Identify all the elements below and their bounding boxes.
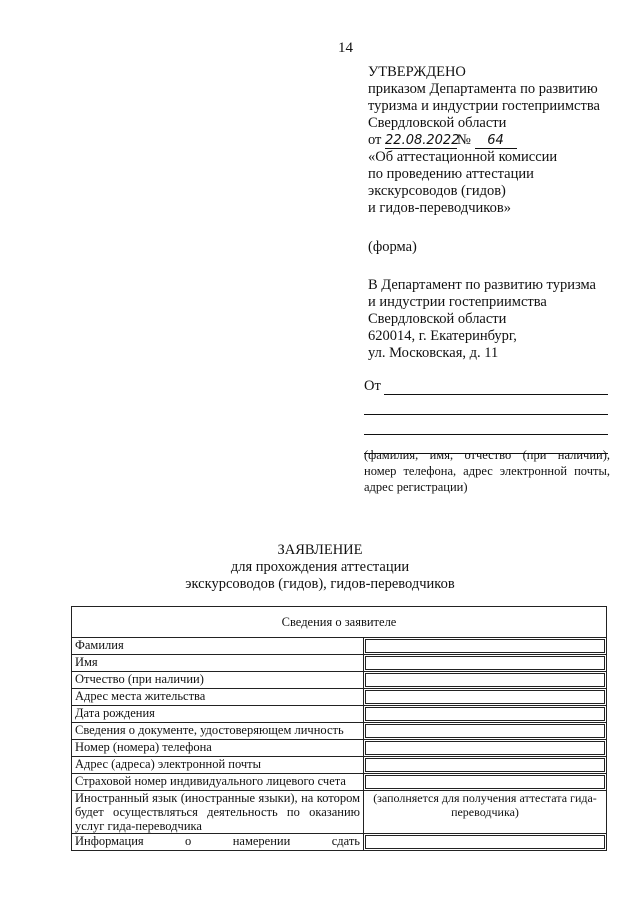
- statement-subtitle: экскурсоводов (гидов), гидов-переводчиков: [185, 576, 455, 592]
- addressee-line: ул. Московская, д. 11: [368, 345, 499, 361]
- number-label: №: [457, 132, 471, 148]
- approval-line: приказом Департамента по развитию: [368, 81, 598, 97]
- form-label: (форма): [368, 239, 417, 255]
- statement-subtitle: для прохождения аттестации: [230, 559, 410, 575]
- row-value-field[interactable]: [364, 706, 607, 723]
- table-row: [72, 638, 607, 655]
- row-label: Фамилия: [72, 638, 364, 655]
- row-value-field[interactable]: [364, 689, 607, 706]
- order-date: 22.08.2022: [385, 133, 460, 148]
- table-header: Сведения о заявителе: [72, 607, 607, 638]
- row-value-field[interactable]: [364, 740, 607, 757]
- row-label-language: Иностранный язык (иностранные языки), на котором будет осуществляться деятельность по оказанию услуг гида-переводчика: [72, 791, 364, 834]
- row-value-field[interactable]: [364, 672, 607, 689]
- table-row: [72, 757, 607, 774]
- order-number: 64: [475, 134, 517, 149]
- row-label: Адрес (адреса) электронной почты: [72, 757, 364, 774]
- table-row: [72, 774, 607, 791]
- table-row: [72, 706, 607, 723]
- language-note[interactable]: (заполняется для получения аттестата гида-переводчика): [364, 791, 607, 834]
- addressee-line: 620014, г. Екатеринбург,: [368, 328, 517, 344]
- table-row: [72, 740, 607, 757]
- row-label: Имя: [72, 655, 364, 672]
- row-label: Страховой номер индивидуального лицевого счета: [72, 774, 364, 791]
- row-label: Адрес места жительства: [72, 689, 364, 706]
- row-label-intent: Информация о намерении сдать: [72, 834, 364, 851]
- table-row: [72, 834, 607, 851]
- approval-line: Свердловской области: [368, 115, 507, 131]
- row-value-field[interactable]: [364, 638, 607, 655]
- order-title-line: «Об аттестационной комиссии: [368, 149, 558, 165]
- from-hint: (фамилия, имя, отчество (при наличии), номер телефона, адрес электронной почты, адрес регистрации): [364, 448, 610, 494]
- row-label: Сведения о документе, удостоверяющем личность: [72, 723, 364, 740]
- date-prefix: от: [368, 132, 382, 148]
- statement-title: ЗАЯВЛЕНИЕ: [277, 542, 363, 558]
- table-row: [72, 655, 607, 672]
- row-value-field[interactable]: [364, 774, 607, 791]
- page-number: 14: [338, 40, 353, 56]
- row-value-field[interactable]: [364, 655, 607, 672]
- from-label: От: [364, 378, 381, 394]
- from-block: [364, 378, 608, 454]
- order-title-line: и гидов-переводчиков»: [368, 200, 511, 216]
- row-label: Отчество (при наличии): [72, 672, 364, 689]
- addressee-line: и индустрии гостеприимства: [368, 294, 547, 310]
- addressee-line: В Департамент по развитию туризма: [368, 277, 596, 293]
- approval-date-line: [368, 132, 618, 149]
- order-title-line: по проведению аттестации: [368, 166, 534, 182]
- from-field-line[interactable]: [364, 395, 608, 415]
- row-value-field[interactable]: [364, 834, 607, 851]
- table-row: [72, 672, 607, 689]
- approval-line: туризма и индустрии гостеприимства: [368, 98, 600, 114]
- from-field-line[interactable]: [364, 415, 608, 435]
- table-row: [72, 689, 607, 706]
- table-row: [72, 791, 607, 834]
- approval-block: [368, 64, 618, 217]
- addressee-line: Свердловской области: [368, 311, 507, 327]
- addressee-block: [368, 277, 596, 362]
- order-title-line: экскурсоводов (гидов): [368, 183, 506, 199]
- approval-heading: УТВЕРЖДЕНО: [368, 64, 466, 80]
- from-field-line[interactable]: [384, 380, 608, 395]
- row-label: Номер (номера) телефона: [72, 740, 364, 757]
- table-row: [72, 723, 607, 740]
- row-value-field[interactable]: [364, 723, 607, 740]
- applicant-info-table: [71, 606, 607, 851]
- row-label: Дата рождения: [72, 706, 364, 723]
- row-value-field[interactable]: [364, 757, 607, 774]
